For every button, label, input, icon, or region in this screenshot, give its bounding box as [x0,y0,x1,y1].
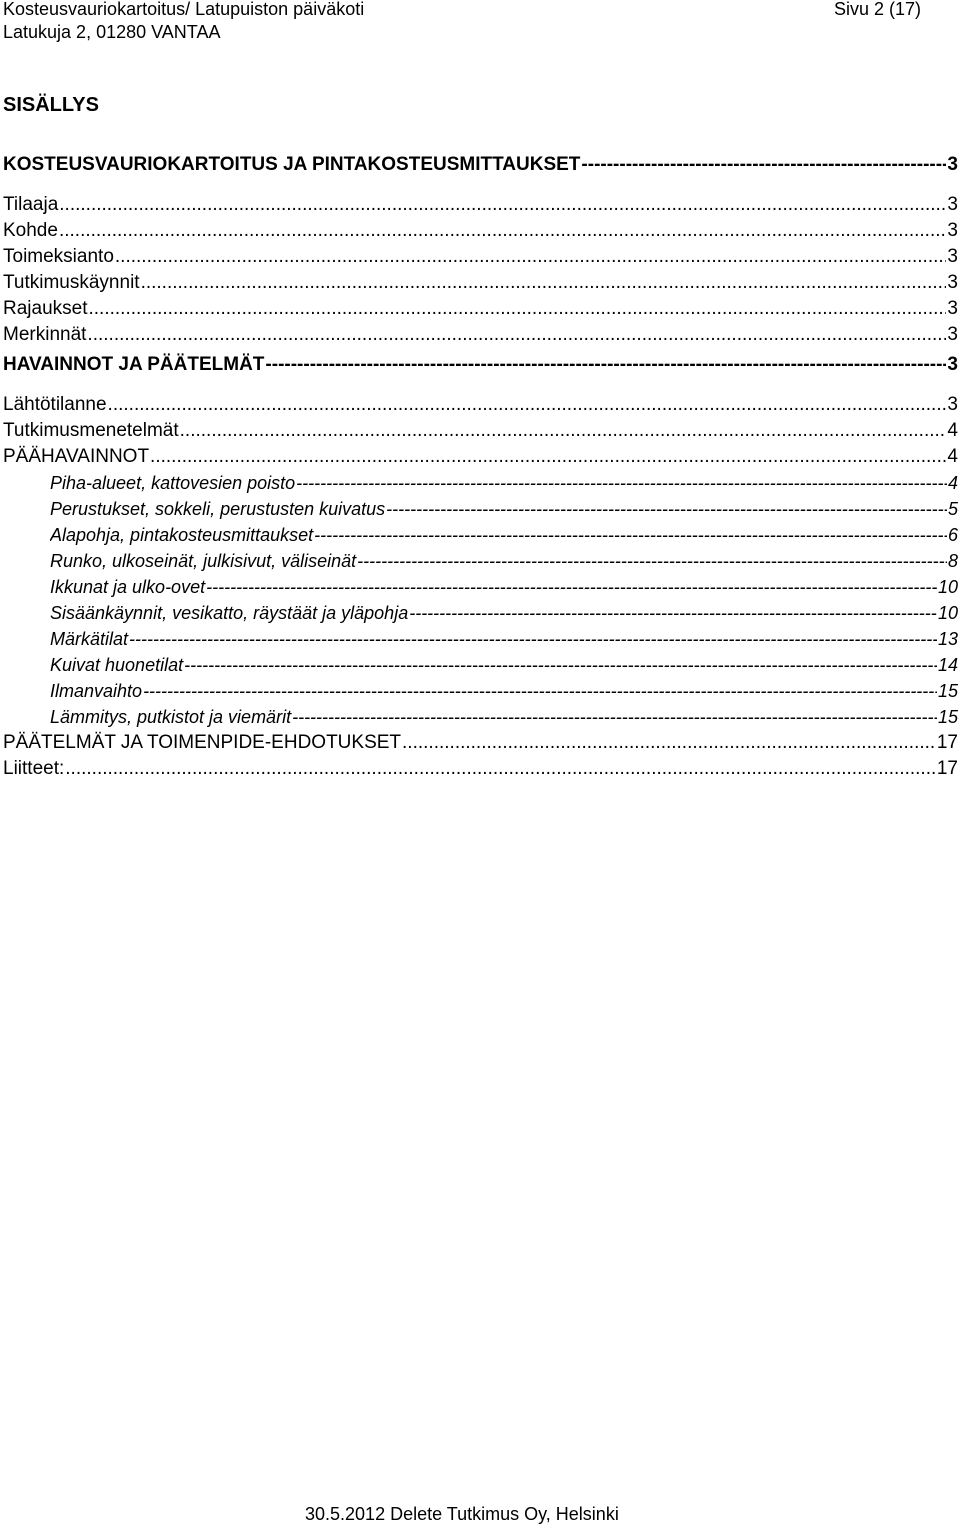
toc-entry-page: 5 [947,499,958,519]
toc-entry[interactable] [3,218,958,244]
toc-entry-label: Merkinnät [3,324,87,345]
toc-entry-page: 15 [937,681,958,701]
toc-entry[interactable] [50,704,958,730]
toc-entry-label: Liitteet: [3,758,65,779]
toc-entry[interactable] [3,244,958,270]
toc-leader [89,296,947,322]
toc-entry[interactable] [3,270,958,296]
toc-leader [87,322,946,348]
toc-entry-label: Rajaukset [3,298,88,319]
toc-entry[interactable] [50,522,958,548]
toc-entry-label: Runko, ulkoseinät, julkisivut, väliseinät [50,551,357,571]
toc-entry-label: Tutkimusmenetelmät [3,420,179,441]
toc-leader [409,600,937,626]
toc-leader [115,244,947,270]
toc-entry[interactable] [3,730,958,756]
toc-entry[interactable] [3,352,958,378]
document-title: Kosteusvauriokartoitus/ Latupuiston päiväkoti [3,0,365,19]
toc-entry-page: 3 [947,298,958,319]
toc-entry[interactable] [3,296,958,322]
toc-entry-page: 3 [947,272,958,293]
toc-leader [108,392,947,418]
toc-entry-label: Kohde [3,220,58,241]
toc-entry-label: PÄÄTELMÄT JA TOIMENPIDE-EHDOTUKSET [3,732,402,753]
toc-entry[interactable] [3,322,958,348]
toc-entry-page: 3 [947,220,958,241]
toc-leader [150,444,946,470]
toc-entry-label: Piha-alueet, kattovesien poisto [50,473,296,493]
toc-entry-label: Tilaaja [3,194,59,215]
toc-leader [59,192,946,218]
toc-leader [296,470,947,496]
toc-leader [65,756,936,782]
toc-entry-page: 17 [936,758,958,779]
toc-entry-page: 4 [947,420,958,441]
toc-leader [206,574,937,600]
toc-title: SISÄLLYS [3,94,99,116]
toc-leader [141,270,947,296]
toc-leader [143,678,937,704]
toc-entry[interactable] [3,444,958,470]
toc-entry-page: 14 [937,655,958,675]
toc-entry-page: 4 [947,473,958,493]
toc-entry-label: Kuivat huonetilat [50,655,184,675]
toc-entry-label: Ikkunat ja ulko-ovet [50,577,206,597]
toc-entry[interactable] [50,548,958,574]
page-number: Sivu 2 (17) [834,0,922,19]
toc-entry-label: Märkätilat [50,629,129,649]
toc-entry[interactable] [50,652,958,678]
toc-entry-label: KOSTEUSVAURIOKARTOITUS JA PINTAKOSTEUSMITTAUKSET [3,154,581,175]
toc-leader [292,704,937,730]
toc-entry-label: Ilmanvaihto [50,681,143,701]
toc-entry[interactable] [3,152,958,178]
footer-text: 30.5.2012 Delete Tutkimus Oy, Helsinki [305,1504,619,1524]
toc-entry-label: Lämmitys, putkistot ja viemärit [50,707,292,727]
toc-entry[interactable] [50,600,958,626]
toc-entry-label: PÄÄHAVAINNOT [3,446,150,467]
toc-entry-label: Lähtötilanne [3,394,107,415]
toc-leader [581,152,946,178]
toc-leader [265,352,946,378]
toc-entry[interactable] [3,192,958,218]
toc-entry[interactable] [3,756,958,782]
toc-leader [59,218,946,244]
toc-entry-label: HAVAINNOT JA PÄÄTELMÄT [3,354,265,375]
toc-entry[interactable] [3,392,958,418]
toc-entry[interactable] [50,626,958,652]
toc-leader [402,730,936,756]
toc-entry-page: 10 [937,603,958,623]
toc-leader [386,496,947,522]
toc-entry-page: 17 [936,732,958,753]
toc-entry[interactable] [50,496,958,522]
toc-entry[interactable] [50,678,958,704]
toc-entry-label: Toimeksianto [3,246,114,267]
toc-entry-page: 10 [937,577,958,597]
toc-entry-page: 3 [947,394,958,415]
toc-entry-label: Perustukset, sokkeli, perustusten kuivatus [50,499,386,519]
toc-entry-label: Alapohja, pintakosteusmittaukset [50,525,314,545]
toc-entry-page: 6 [947,525,958,545]
toc-leader [184,652,937,678]
toc-entry-page: 13 [937,629,958,649]
toc-leader [314,522,947,548]
toc-entry-page: 3 [947,246,958,267]
toc-entry-page: 3 [947,354,958,375]
toc-entry-page: 3 [947,324,958,345]
toc-entry[interactable] [50,574,958,600]
toc-entry-page: 15 [937,707,958,727]
toc-entry-label: Tutkimuskäynnit [3,272,140,293]
toc-entry-page: 3 [947,194,958,215]
toc-entry[interactable] [3,418,958,444]
toc-entry-page: 3 [947,154,958,175]
toc-entry[interactable] [50,470,958,496]
toc-leader [180,418,947,444]
toc-entry-page: 8 [947,551,958,571]
toc-entry-label: Sisäänkäynnit, vesikatto, räystäät ja yläpohja [50,603,409,623]
toc-entry-page: 4 [947,446,958,467]
document-address: Latukuja 2, 01280 VANTAA [3,22,221,42]
toc-leader [129,626,937,652]
toc-leader [357,548,947,574]
